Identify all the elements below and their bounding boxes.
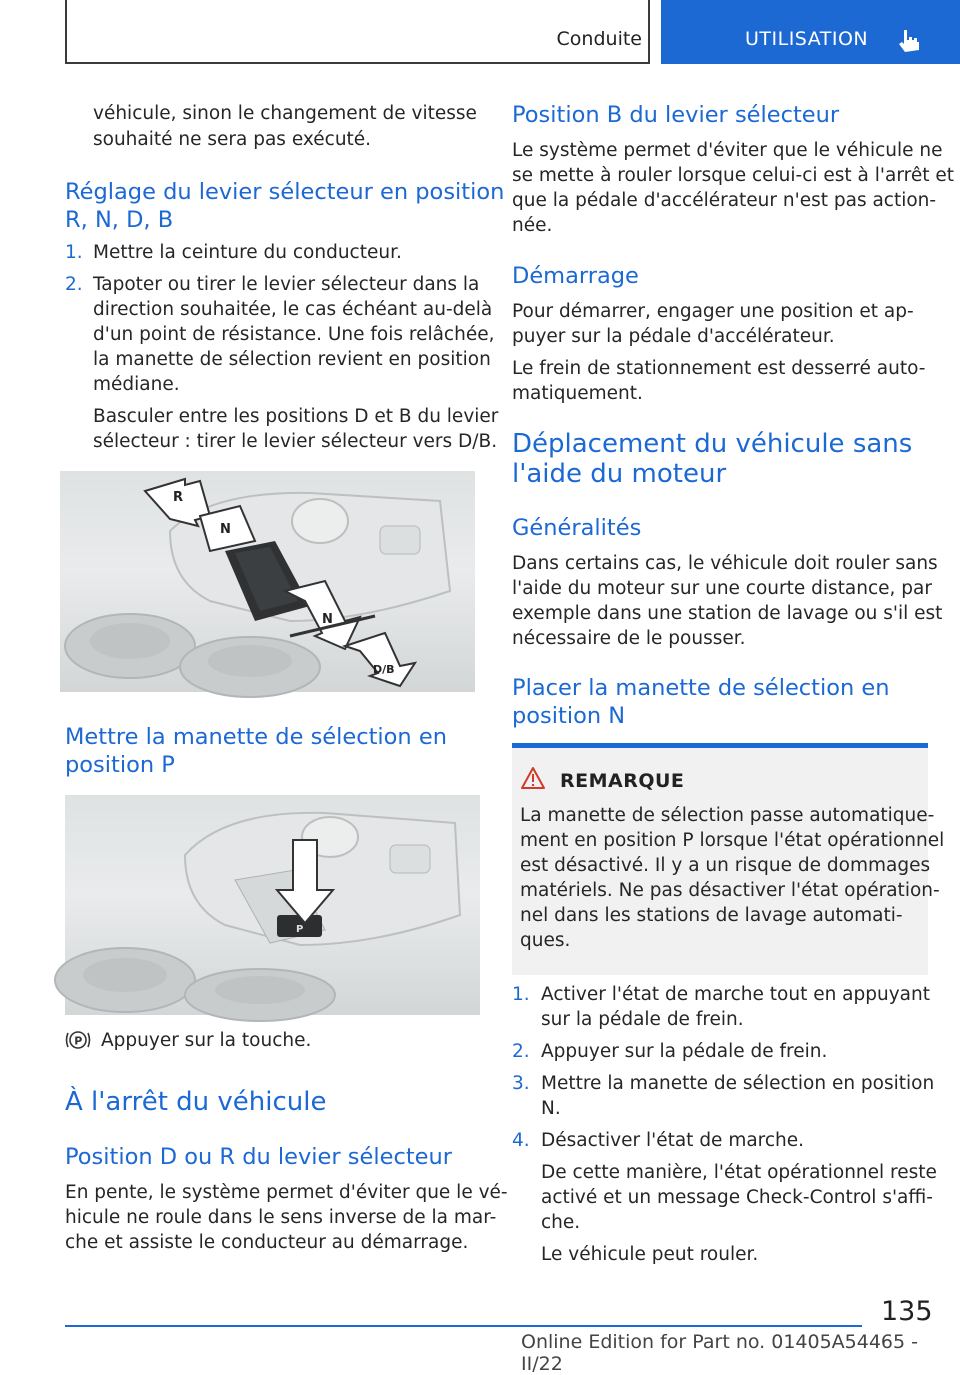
step-text: Désactiver l'état de marche. [541, 1130, 805, 1151]
demarrage-text: puyer sur la pédale d'accélérateur. [512, 326, 835, 347]
heading-placer-n: position N [512, 703, 626, 729]
step-text: direction souhaitée, le cas échéant au-delà [93, 299, 493, 320]
frein-text: Le frein de stationnement est desserré auto- [512, 358, 926, 379]
position-b-text: Le système permet d'éviter que le véhicule ne [512, 140, 943, 161]
header-chapter-title: UTILISATION [745, 28, 869, 50]
position-b-text: se mette à rouler lorsque celui-ci est à l'arrêt et [512, 165, 954, 186]
notice-text: ment en position P lorsque l'état opérationnel [520, 830, 945, 851]
heading-deplacement: l'aide du moteur [512, 459, 727, 489]
footer-divider [65, 1325, 862, 1327]
notice-text: La manette de sélection passe automatique- [520, 805, 935, 826]
svg-text:P: P [74, 1034, 83, 1048]
basculer-text: sélecteur : tirer le levier sélecteur vers D/B. [93, 431, 498, 452]
hand-pointer-icon [895, 26, 923, 54]
step-number: 3. [512, 1073, 530, 1094]
generalites-text: nécessaire de le pousser. [512, 628, 746, 649]
parking-button-illustration [65, 795, 480, 1015]
step-text: la manette de sélection revient en position [93, 349, 491, 370]
step-text: Activer l'état de marche tout en appuyant [541, 984, 930, 1005]
pente-text: che et assiste le conducteur au démarrage. [65, 1232, 469, 1253]
generalites-text: exemple dans une station de lavage ou s'il est [512, 603, 943, 624]
rouler-text: Le véhicule peut rouler. [541, 1244, 759, 1265]
heading-reglage: Réglage du levier sélecteur en position [65, 179, 505, 205]
label-r: R [173, 490, 184, 505]
step-text: N. [541, 1098, 561, 1119]
step-text: Mettre la ceinture du conducteur. [93, 242, 402, 263]
warning-triangle-icon [520, 766, 546, 790]
heading-generalites: Généralités [512, 515, 642, 541]
generalites-text: Dans certains cas, le véhicule doit rouler sans [512, 553, 938, 574]
notice-text: matériels. Ne pas désactiver l'état opération- [520, 880, 940, 901]
label-db: D/B [373, 663, 395, 676]
heading-arret: À l'arrêt du véhicule [65, 1087, 327, 1117]
cette-text: activé et un message Check-Control s'affi- [541, 1187, 933, 1208]
step-text: Mettre la manette de sélection en position [541, 1073, 935, 1094]
step-text: d'un point de résistance. Une fois relâchée, [93, 324, 495, 345]
notice-title: REMARQUE [560, 770, 685, 792]
position-b-text: née. [512, 215, 553, 236]
label-n: N [220, 522, 231, 537]
heading-position-dr: Position D ou R du levier sélecteur [65, 1144, 453, 1170]
heading-demarrage: Démarrage [512, 263, 639, 289]
intro-line: souhaité ne sera pas exécuté. [93, 129, 372, 150]
intro-line: véhicule, sinon le changement de vitesse [93, 103, 477, 124]
step-number: 2. [512, 1041, 530, 1062]
step-number: 1. [512, 984, 530, 1005]
page-number: 135 [881, 1296, 933, 1327]
heading-deplacement: Déplacement du véhicule sans [512, 429, 913, 459]
heading-reglage: R, N, D, B [65, 207, 174, 233]
heading-mettre-p: position P [65, 752, 175, 778]
parking-button-figure [65, 795, 480, 1015]
cette-text: De cette manière, l'état opérationnel reste [541, 1162, 937, 1183]
step-text: Tapoter ou tirer le levier sélecteur dans la [93, 274, 480, 295]
selector-lever-figure [60, 471, 475, 692]
heading-mettre-p: Mettre la manette de sélection en [65, 724, 447, 750]
label-p: P [296, 924, 304, 935]
heading-position-b: Position B du levier sélecteur [512, 102, 840, 128]
frein-text: matiquement. [512, 383, 643, 404]
notice-text: est désactivé. Il y a un risque de dommages [520, 855, 931, 876]
label-n: N [322, 612, 333, 627]
step-number: 4. [512, 1130, 530, 1151]
pente-text: En pente, le système permet d'éviter que le vé- [65, 1182, 508, 1203]
generalites-text: l'aide du moteur sur une courte distance, par [512, 578, 932, 599]
parking-button-icon [65, 1030, 91, 1050]
step-text: sur la pédale de frein. [541, 1009, 744, 1030]
step-number: 1. [65, 242, 83, 263]
footer-edition: Online Edition for Part no. 01405A54465 - II/22 [521, 1331, 919, 1375]
heading-placer-n: Placer la manette de sélection en [512, 675, 890, 701]
pente-text: hicule ne roule dans le sens inverse de la mar- [65, 1207, 497, 1228]
notice-text: nel dans les stations de lavage automati- [520, 905, 903, 926]
selector-lever-illustration [60, 471, 475, 692]
basculer-text: Basculer entre les positions D et B du levier [93, 406, 499, 427]
header-section-title: Conduite [556, 28, 642, 50]
notice-text: ques. [520, 930, 571, 951]
step-text: Appuyer sur la pédale de frein. [541, 1041, 828, 1062]
position-b-text: que la pédale d'accélérateur n'est pas action- [512, 190, 937, 211]
cette-text: che. [541, 1212, 581, 1233]
appuyer-text: Appuyer sur la touche. [101, 1030, 312, 1051]
step-text: médiane. [93, 374, 180, 395]
step-number: 2. [65, 274, 83, 295]
demarrage-text: Pour démarrer, engager une position et ap- [512, 301, 914, 322]
